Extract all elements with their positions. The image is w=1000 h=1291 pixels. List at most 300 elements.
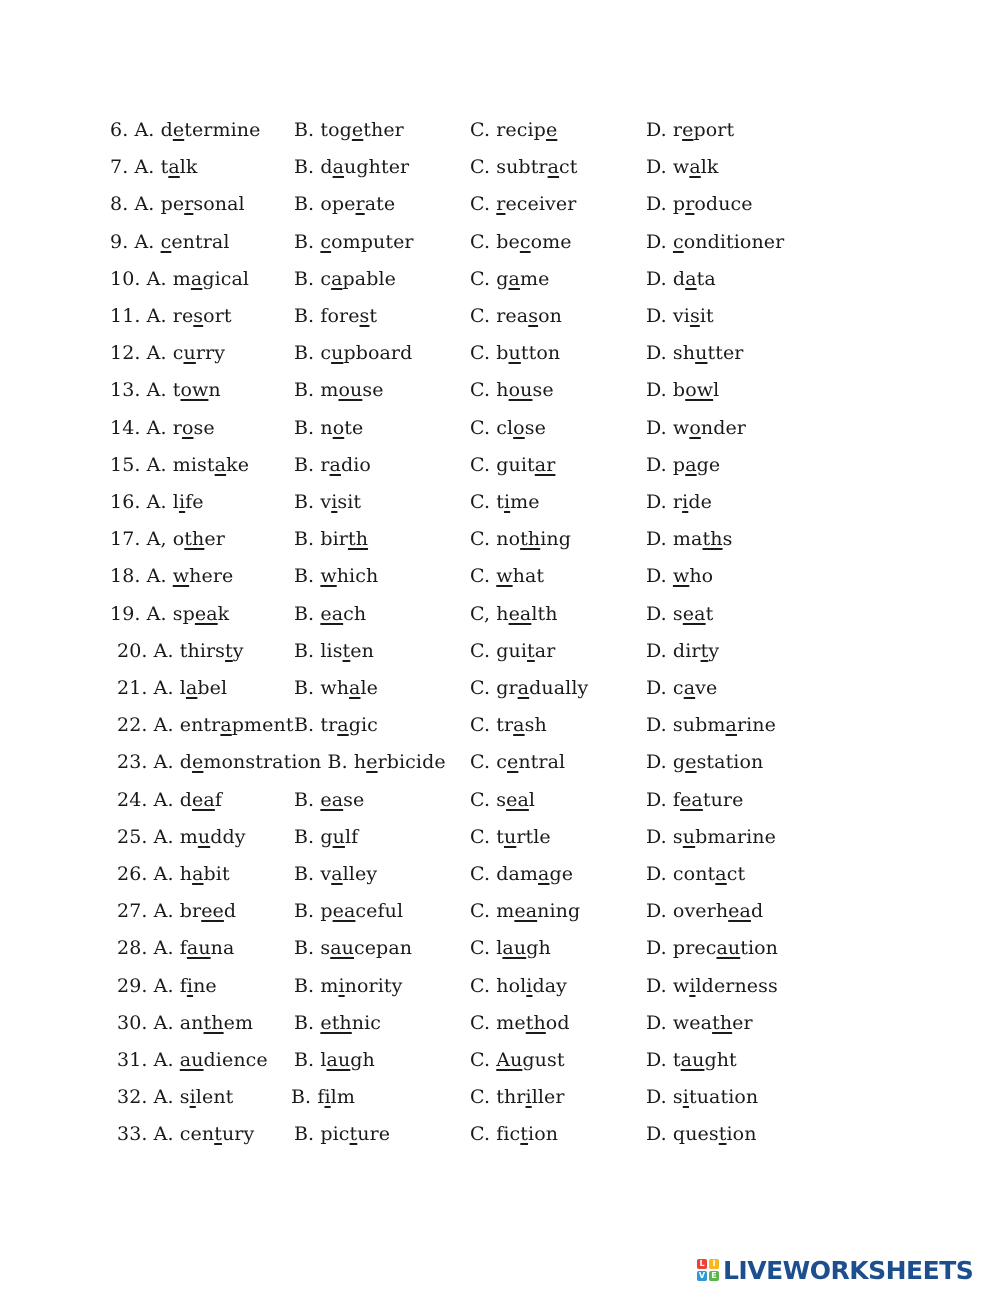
- word-part: on: [538, 305, 562, 327]
- word-part: 31. A.: [117, 1049, 180, 1071]
- underlined-letters: ea: [728, 900, 751, 923]
- underlined-letters: u: [197, 825, 211, 848]
- underlined-letters: a: [337, 714, 349, 737]
- word-part: B.: [294, 565, 321, 588]
- word-part: B.: [294, 230, 321, 253]
- word-part: B. m: [294, 974, 339, 997]
- word-part: B. fore: [294, 305, 360, 327]
- word-part: C. be: [470, 230, 520, 253]
- word-part: ta: [696, 267, 716, 290]
- word-part: C. thr: [470, 1086, 526, 1109]
- underlined-letters: a: [192, 863, 204, 885]
- option-c: [470, 189, 576, 219]
- word-part: D. p: [646, 453, 686, 476]
- word-part: D. ques: [646, 1123, 719, 1146]
- word-part: n: [208, 379, 221, 402]
- word-part: hat: [512, 565, 545, 588]
- underlined-letters: i: [178, 491, 186, 513]
- word-part: lderness: [695, 974, 778, 997]
- word-part: ion: [726, 1123, 757, 1146]
- option-a: [117, 822, 246, 852]
- option-d: [646, 450, 720, 480]
- underlined-letters: a: [725, 714, 737, 737]
- option-b: [294, 1119, 390, 1149]
- option-b: [294, 859, 377, 889]
- word-part: 14. A. r: [110, 416, 182, 439]
- underlined-letters: a: [214, 453, 227, 476]
- underlined-letters: o: [689, 416, 701, 439]
- option-c: [470, 710, 547, 740]
- underlined-letters: a: [538, 863, 550, 885]
- word-part: D. p: [646, 193, 686, 216]
- option-b: [291, 1082, 355, 1112]
- underlined-letters: s: [193, 305, 204, 327]
- option-b: [294, 413, 363, 443]
- question-row: [0, 561, 1000, 591]
- option-c: [470, 450, 555, 480]
- option-b: [294, 524, 368, 554]
- word-part: pboard: [343, 342, 413, 365]
- option-a: [110, 152, 198, 182]
- underlined-letters: t: [349, 1123, 358, 1146]
- word-part: B. d: [294, 156, 333, 179]
- question-row: [0, 264, 1000, 294]
- underlined-letters: u: [682, 825, 696, 848]
- word-part: D. t: [646, 1049, 681, 1071]
- word-part: C. c: [470, 751, 507, 774]
- underlined-letters: w: [172, 565, 190, 588]
- word-part: ing: [540, 528, 571, 551]
- word-part: ne: [193, 974, 217, 997]
- word-part: B. v: [294, 491, 332, 513]
- option-a: [117, 785, 222, 815]
- underlined-letters: i: [338, 974, 345, 997]
- option-c: [470, 822, 551, 852]
- word-part: D. s: [646, 1086, 683, 1109]
- underlined-letters: e: [506, 751, 519, 774]
- word-part: lm: [330, 1086, 355, 1109]
- word-part: D. sh: [646, 342, 696, 365]
- underlined-letters: ar: [534, 453, 556, 476]
- word-part: t: [705, 602, 714, 625]
- question-row: [0, 896, 1000, 926]
- underlined-letters: o: [332, 416, 345, 439]
- word-part: l: [528, 788, 536, 811]
- word-part: C. g: [470, 267, 509, 290]
- option-a: [110, 450, 249, 480]
- word-part: 16. A. l: [110, 491, 179, 513]
- word-part: ddy: [210, 825, 246, 848]
- underlined-letters: c: [160, 230, 172, 253]
- word-part: C. gui: [470, 639, 528, 662]
- word-part: fe: [185, 491, 204, 513]
- word-part: se: [343, 788, 365, 811]
- underlined-letters: t: [225, 639, 233, 662]
- underlined-letters: t: [520, 1123, 529, 1146]
- option-d: [646, 933, 778, 963]
- word-part: D. subm: [646, 714, 726, 737]
- underlined-letters: t: [342, 639, 351, 662]
- underlined-letters: t: [527, 639, 535, 662]
- option-d: [646, 971, 778, 1001]
- underlined-letters: au: [179, 1049, 204, 1071]
- word-part: gh: [526, 937, 551, 960]
- underlined-letters: au: [680, 1049, 705, 1071]
- word-part: 24. A. d: [117, 788, 193, 811]
- word-part: 17. A, o: [110, 528, 185, 551]
- underlined-letters: ea: [682, 602, 706, 625]
- option-b: [294, 785, 364, 815]
- underlined-letters: w: [320, 565, 337, 588]
- option-a: [117, 636, 244, 666]
- word-part: 29. A. f: [117, 974, 187, 997]
- underlined-letters: e: [351, 119, 364, 141]
- question-row: [0, 487, 1000, 517]
- underlined-letters: a: [689, 156, 701, 179]
- word-part: se: [524, 416, 546, 439]
- underlined-letters: a: [508, 267, 520, 290]
- word-part: B.: [294, 1011, 321, 1034]
- word-part: D. w: [646, 156, 690, 179]
- word-part: C. guit: [470, 453, 535, 476]
- word-part: tton: [520, 342, 561, 365]
- word-part: rry: [195, 342, 226, 365]
- option-c: [470, 338, 560, 368]
- word-part: D. w: [646, 416, 690, 439]
- word-part: me: [519, 267, 550, 290]
- word-part: 33. A. cen: [117, 1123, 215, 1146]
- word-part: gh: [350, 1049, 375, 1071]
- option-d: [646, 301, 714, 331]
- option-d: [646, 375, 719, 405]
- underlined-letters: au: [502, 937, 527, 960]
- word-part: D. s: [646, 825, 683, 848]
- underlined-letters: e: [545, 119, 558, 141]
- option-c: [470, 524, 571, 554]
- option-d: [646, 1082, 758, 1112]
- underlined-letters: a: [513, 714, 525, 737]
- option-d: [646, 747, 763, 777]
- option-d: [646, 115, 734, 145]
- word-part: 30. A. an: [117, 1011, 204, 1034]
- underlined-letters: a: [517, 677, 530, 699]
- word-part: C, h: [470, 602, 509, 625]
- option-d: [646, 710, 776, 740]
- word-part: ge: [549, 863, 574, 885]
- underlined-letters: a: [168, 156, 180, 179]
- word-part: oduce: [694, 193, 753, 216]
- underlined-letters: u: [695, 342, 708, 365]
- question-row: [0, 189, 1000, 219]
- word-part: nder: [700, 416, 746, 439]
- word-part: C. gr: [470, 677, 518, 699]
- word-part: entral: [171, 230, 230, 253]
- underlined-letters: e: [366, 751, 378, 774]
- option-b: [294, 264, 396, 294]
- logo-square-l: L: [697, 1259, 707, 1269]
- option-c: [470, 487, 540, 517]
- option-d: [646, 1119, 757, 1149]
- underlined-letters: a: [332, 156, 345, 179]
- word-part: D. s: [646, 602, 683, 625]
- logo-square-e: E: [709, 1271, 719, 1281]
- word-part: ture: [702, 788, 744, 811]
- underlined-letters: i: [331, 491, 338, 513]
- option-c: [470, 785, 535, 815]
- option-b: [294, 933, 412, 963]
- underlined-letters: a: [685, 267, 697, 290]
- word-part: em: [223, 1011, 254, 1034]
- option-c: [470, 1045, 565, 1075]
- question-row: [0, 1119, 1000, 1149]
- word-part: ceful: [355, 900, 404, 923]
- word-part: D. r: [646, 119, 683, 141]
- option-a: [110, 375, 221, 405]
- option-d: [646, 413, 746, 443]
- option-b: [294, 896, 403, 926]
- word-part: ughter: [344, 156, 410, 179]
- word-part: D. w: [646, 974, 690, 997]
- word-part: bel: [197, 677, 228, 699]
- word-part: lk: [700, 156, 719, 179]
- underlined-letters: t: [718, 1123, 727, 1146]
- word-part: se: [362, 379, 384, 402]
- option-b: [294, 115, 404, 145]
- word-part: port: [693, 119, 735, 141]
- word-part: onditioner: [683, 230, 785, 253]
- word-part: C.: [470, 193, 497, 216]
- option-a: [110, 561, 233, 591]
- word-part: y: [232, 639, 244, 662]
- word-part: de: [688, 491, 712, 513]
- word-part: omputer: [331, 230, 414, 253]
- underlined-letters: a: [349, 677, 361, 699]
- option-b: [294, 152, 409, 182]
- word-part: ning: [537, 900, 581, 923]
- underlined-letters: ee: [201, 900, 224, 923]
- option-b: [294, 710, 378, 740]
- question-row: [0, 338, 1000, 368]
- underlined-letters: eth: [320, 1011, 352, 1034]
- option-a: [110, 338, 225, 368]
- underlined-letters: i: [186, 974, 194, 997]
- word-part: 8. A. pe: [110, 193, 185, 216]
- underlined-letters: a: [331, 267, 343, 290]
- underlined-letters: a: [547, 156, 560, 179]
- underlined-letters: au: [326, 1049, 351, 1071]
- underlined-letters: th: [203, 1011, 224, 1034]
- option-c: [470, 227, 572, 257]
- word-part: ke: [226, 453, 250, 476]
- word-part: C. rea: [470, 305, 529, 327]
- underlined-letters: c: [672, 230, 684, 253]
- option-b: [294, 1045, 375, 1075]
- question-row: [0, 227, 1000, 257]
- option-d: [646, 896, 763, 926]
- option-c: [470, 561, 544, 591]
- underlined-letters: ow: [180, 379, 209, 402]
- underlined-letters: a: [683, 677, 696, 699]
- word-part: B. m: [294, 379, 339, 402]
- question-row: [0, 822, 1000, 852]
- word-part: C. dam: [470, 863, 539, 885]
- word-part: t: [369, 305, 378, 327]
- word-part: f: [214, 788, 222, 811]
- word-part: it: [699, 305, 714, 327]
- underlined-letters: ea: [320, 602, 344, 625]
- word-part: ure: [357, 1123, 391, 1146]
- option-a: [117, 1045, 268, 1075]
- option-b: [294, 189, 395, 219]
- word-part: C.: [470, 1049, 497, 1071]
- word-part: te: [344, 416, 364, 439]
- underlined-letters: o: [181, 416, 194, 439]
- option-c: [470, 413, 546, 443]
- word-part: C. t: [470, 825, 504, 848]
- underlined-letters: a: [331, 863, 343, 885]
- word-part: D. prec: [646, 937, 717, 960]
- word-part: 32. A. s: [117, 1086, 190, 1109]
- word-part: se: [532, 379, 554, 402]
- question-row: [0, 710, 1000, 740]
- word-part: d: [750, 900, 764, 923]
- underlined-letters: ea: [508, 602, 532, 625]
- word-part: D.: [646, 565, 673, 588]
- logo-text: LIVEWORKSHEETS: [723, 1255, 974, 1285]
- option-c: [470, 933, 551, 963]
- underlined-letters: w: [672, 565, 690, 588]
- word-part: lley: [342, 863, 378, 885]
- word-part: cepan: [353, 937, 413, 960]
- word-part: C. hol: [470, 974, 527, 997]
- option-d: [646, 636, 719, 666]
- question-row: [0, 375, 1000, 405]
- underlined-letters: Au: [496, 1049, 523, 1071]
- word-part: C. cl: [470, 416, 514, 439]
- option-c: [470, 1082, 565, 1112]
- option-d: [646, 189, 753, 219]
- word-part: ho: [689, 565, 714, 588]
- question-row: [0, 971, 1000, 1001]
- word-part: 21. A. l: [117, 677, 186, 699]
- word-part: C. recip: [470, 119, 546, 141]
- option-c: [470, 896, 580, 926]
- word-part: B. pic: [294, 1123, 350, 1146]
- word-part: se: [193, 416, 215, 439]
- word-part: D. f: [646, 788, 681, 811]
- underlined-letters: r: [355, 193, 365, 216]
- underlined-letters: ea: [194, 602, 218, 625]
- word-part: 9. A.: [110, 230, 161, 253]
- word-part: y: [708, 639, 720, 662]
- underlined-letters: i: [682, 1086, 689, 1109]
- option-d: [646, 227, 784, 257]
- question-row: [0, 673, 1000, 703]
- logo-mark-icon: [697, 1259, 719, 1281]
- underlined-letters: c: [320, 230, 332, 253]
- word-part: sonal: [193, 193, 245, 216]
- word-part: C. tr: [470, 714, 514, 737]
- word-part: nic: [351, 1011, 382, 1034]
- word-part: B. tr: [294, 714, 338, 737]
- word-part: lth: [531, 602, 558, 625]
- word-part: rtle: [516, 825, 551, 848]
- option-c: [470, 673, 588, 703]
- option-d: [646, 599, 713, 629]
- word-part: 13. A. t: [110, 379, 181, 402]
- underlined-letters: ea: [680, 788, 703, 811]
- word-part: er: [204, 528, 225, 551]
- word-part: pable: [342, 267, 397, 290]
- question-row: [0, 636, 1000, 666]
- word-part: monstration: [203, 751, 322, 774]
- word-part: ar: [534, 639, 556, 662]
- underlined-letters: a: [190, 267, 203, 290]
- option-a: [110, 189, 245, 219]
- option-b: [294, 450, 371, 480]
- word-part: D. g: [646, 751, 686, 774]
- word-part: ion: [528, 1123, 559, 1146]
- question-row: [0, 450, 1000, 480]
- word-part: dually: [529, 677, 589, 699]
- word-part: B. h: [321, 751, 367, 774]
- word-part: s: [722, 528, 733, 551]
- option-d: [646, 785, 743, 815]
- question-row: [0, 301, 1000, 331]
- word-part: D. vi: [646, 305, 690, 327]
- option-d: [646, 264, 716, 294]
- word-part: rbicide: [377, 751, 446, 774]
- underlined-letters: r: [184, 193, 194, 216]
- word-part: C.: [470, 565, 497, 588]
- word-part: station: [696, 751, 764, 774]
- option-a: [110, 264, 249, 294]
- option-b: [294, 636, 374, 666]
- underlined-letters: a: [329, 453, 341, 476]
- option-a: [117, 1082, 233, 1112]
- underlined-letters: ou: [338, 379, 363, 402]
- question-row: [0, 524, 1000, 554]
- option-a: [110, 487, 204, 517]
- underlined-letters: ea: [514, 900, 538, 923]
- word-part: B. c: [294, 267, 332, 290]
- underlined-letters: ow: [685, 379, 714, 402]
- option-d: [646, 487, 712, 517]
- word-part: 23. A. d: [117, 751, 193, 774]
- word-part: B. bir: [294, 528, 348, 551]
- question-row: [0, 859, 1000, 889]
- option-c: [470, 1008, 570, 1038]
- option-a: [110, 413, 215, 443]
- question-row: [0, 599, 1000, 629]
- word-part: gust: [522, 1049, 565, 1071]
- word-part: gical: [202, 267, 250, 290]
- option-c: [470, 152, 578, 182]
- word-part: 28. A. f: [117, 937, 187, 960]
- word-part: C. b: [470, 342, 509, 365]
- word-part: C. subtr: [470, 156, 548, 179]
- word-part: ch: [343, 602, 367, 625]
- option-d: [646, 859, 745, 889]
- underlined-letters: c: [519, 230, 531, 253]
- option-d: [646, 673, 717, 703]
- question-row: [0, 785, 1000, 815]
- word-part: 6. A. d: [110, 119, 173, 141]
- word-part: ve: [695, 677, 718, 699]
- underlined-letters: a: [715, 863, 727, 885]
- word-part: B. l: [294, 1049, 327, 1071]
- option-c: [470, 971, 567, 1001]
